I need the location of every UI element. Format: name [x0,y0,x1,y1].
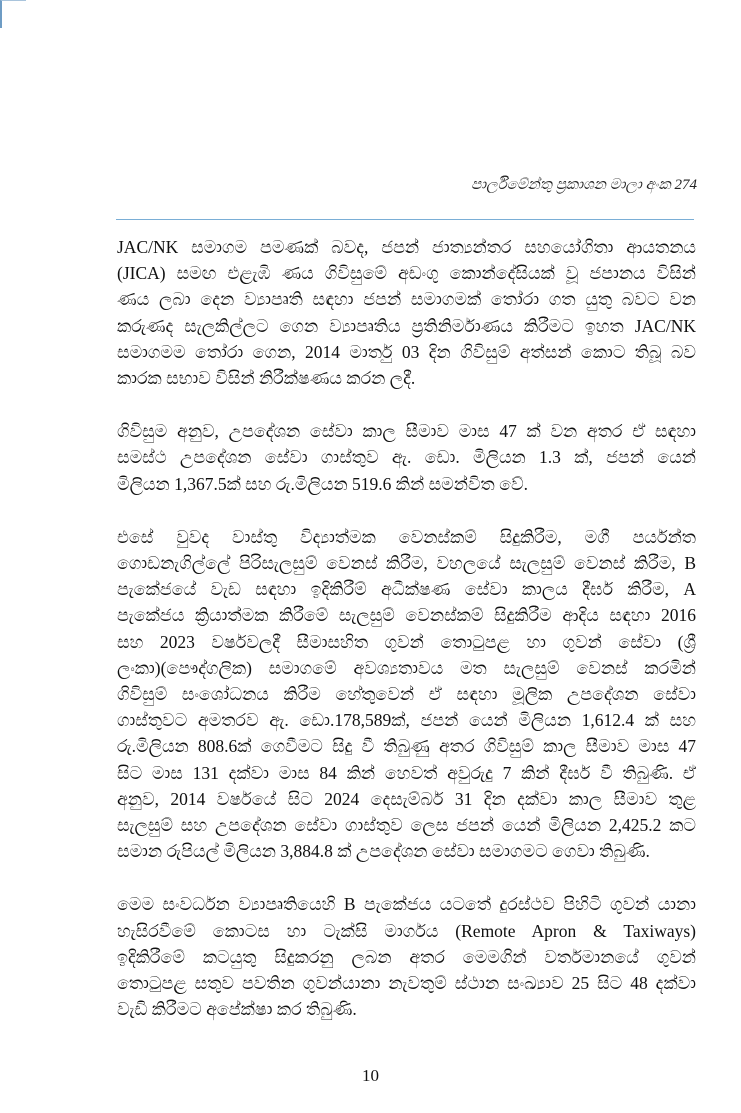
page-corner-crop-mark [0,0,26,28]
paragraph-line: ගිවිසුම අනුව, උපදේශන සේවා කාල සීමාව මාස 47 ක් වන අතර ඒ සඳහා [117,421,696,442]
paragraph-line: ගාස්තුවට අමතරව ඇ. ඩො.178,589ක්, ජපන් යෙන් මිලියන 1,612.4 ක් සහ [117,710,696,731]
paragraph-line: සමස්ථ උපදේශන සේවා ගාස්තුව ඇ. ඩො. මිලියන 1.3 ක්, ජපන් යෙන් [117,447,696,468]
paragraph-line: අනුව, 2014 වර්ෂයේ සිට 2024 දෙසැම්බර් 31 දින දක්වා කාල සීමාව තුළ [117,788,696,809]
paragraph-line: වැඩි කිරීමට අපේක්ෂා කර තිබුණි. [117,999,357,1020]
page-number: 10 [362,1066,379,1085]
header-rule [116,219,694,220]
paragraph-line: සැලසුම් සහ උපදේශන සේවා ගාස්තුව ලෙස ජපන් යෙන් මිලියන 2,425.2 කට [117,815,696,836]
paragraph-line: සමාගමම තෝරා ගෙන, 2014 මාර්තු 03 දින ගිවිසුම් අත්සන් කොට තිබූ බව [117,341,696,362]
paragraph-line: කරුණද සැලකිල්ලට ගෙන ව්‍යාපෘතිය ප්‍රතිනිර්මාණය කිරීමට ඉහත JAC/NK [117,315,696,336]
paragraph-line: තොටුපළ සතුව පවතින ගුවන්යානා නැවතුම් ස්ථාන සංඛ්‍යාව 25 සිට 48 දක්වා [117,973,696,994]
paragraph-line: කාරක සභාව විසින් නිරීක්ෂණය කරන ලදී. [117,368,416,389]
paragraph-consultancy-fee [117,418,696,497]
paragraph-jac-nk-selection [117,234,696,391]
paragraph-line: ගිවිසුම් සංශෝධනය කිරීම හේතුවෙන් ඒ සඳහා මූලික උපදේශන සේවා [117,684,696,705]
paragraph-line: ණය ලබා දෙන ව්‍යාපෘති සඳහා ජපන් සමාගමක් තෝරා ගත යුතු බවට වන [117,289,696,310]
paragraph-line: එසේ වුවද වාස්තු විද්‍යාත්මක වෙනස්කම් සිදුකිරීම, මගී පර්යන්ත [117,526,696,547]
running-header-publication-series: පාර්ලිමේන්තු ප්‍රකාශන මාලා අංක 274 [471,177,697,193]
paragraph-line: සමාන රුපියල් මිලියන 3,884.8 ක් උපදේශන සේවා සමාගමට ගෙවා තිබුණි. [117,841,650,862]
document-body [117,234,696,1022]
paragraph-contract-amendments [117,524,696,865]
paragraph-line: සිට මාස 131 දක්වා මාස 84 කින් හෙවත් අවුරුදු 7 කින් දීර්ඝ වී තිබුණි. ඒ [117,762,696,783]
paragraph-line: හැසිරවීමේ කොටස හා ටැක්සි මාර්ගය (Remote Apron & Taxiways) [117,920,696,941]
paragraph-line: ගොඩනැගිල්ලේ පිරිසැලසුම් වෙනස් කිරීම, වහලයේ සැලසුම් වෙනස් කිරීම, B [117,553,696,574]
paragraph-line: සහ 2023 වර්ෂවලදී සීමාසහිත ගුවන් තොටුපළ හා ගුවන් සේවා (ශ්‍රී [117,631,696,652]
paragraph-line: JAC/NK සමාගම පමණක් බවද, ජපන් ජාත්‍යන්තර සහයෝගිතා ආයතනය [117,237,696,257]
paragraph-line: පැකේජය ක්‍රියාත්මක කිරීමේ සැලසුම් වෙනස්කම් සිදුකිරීම ආදිය සඳහා 2016 [117,605,696,626]
paragraph-line: ලංකා)(පෞද්ගලික) සමාගමේ අවශ්‍යතාවය මත සැලසුම් වෙනස් කරමින් [117,657,696,678]
paragraph-line: මිලියන 1,367.5ක් සහ රු.මිලියන 519.6 කින් සමන්විත වේ. [117,473,528,494]
paragraph-line: රු.මිලියන 808.6ක් ගෙවීමට සිදු වී තිබුණු අතර ගිවිසුම් කාල සීමාව මාස 47 [117,736,696,757]
paragraph-line: (JICA) සමඟ එළැඹි ණය ගිවිසුමේ අඩංගු කොන්දේසියක් වූ ජපානය විසින් [117,263,696,284]
paragraph-line: පැකේජයේ වැඩ සඳහා ඉදිකිරීම් අධීක්ෂණ සේවා කාලය දීර්ඝ කිරීම, A [117,579,696,600]
paragraph-line: ඉදිකිරීමේ කටයුතු සිදුකරනු ලබන අතර මෙමගින් වර්තමානයේ ගුවන් [117,946,696,967]
paragraph-line: මෙම සංවර්ධන ව්‍යාපෘතියෙහි B පැකේජය යටතේ දුරස්ථව පිහිටි ගුවන් යානා [117,894,696,915]
paragraph-package-b-remote-apron [117,891,696,1022]
